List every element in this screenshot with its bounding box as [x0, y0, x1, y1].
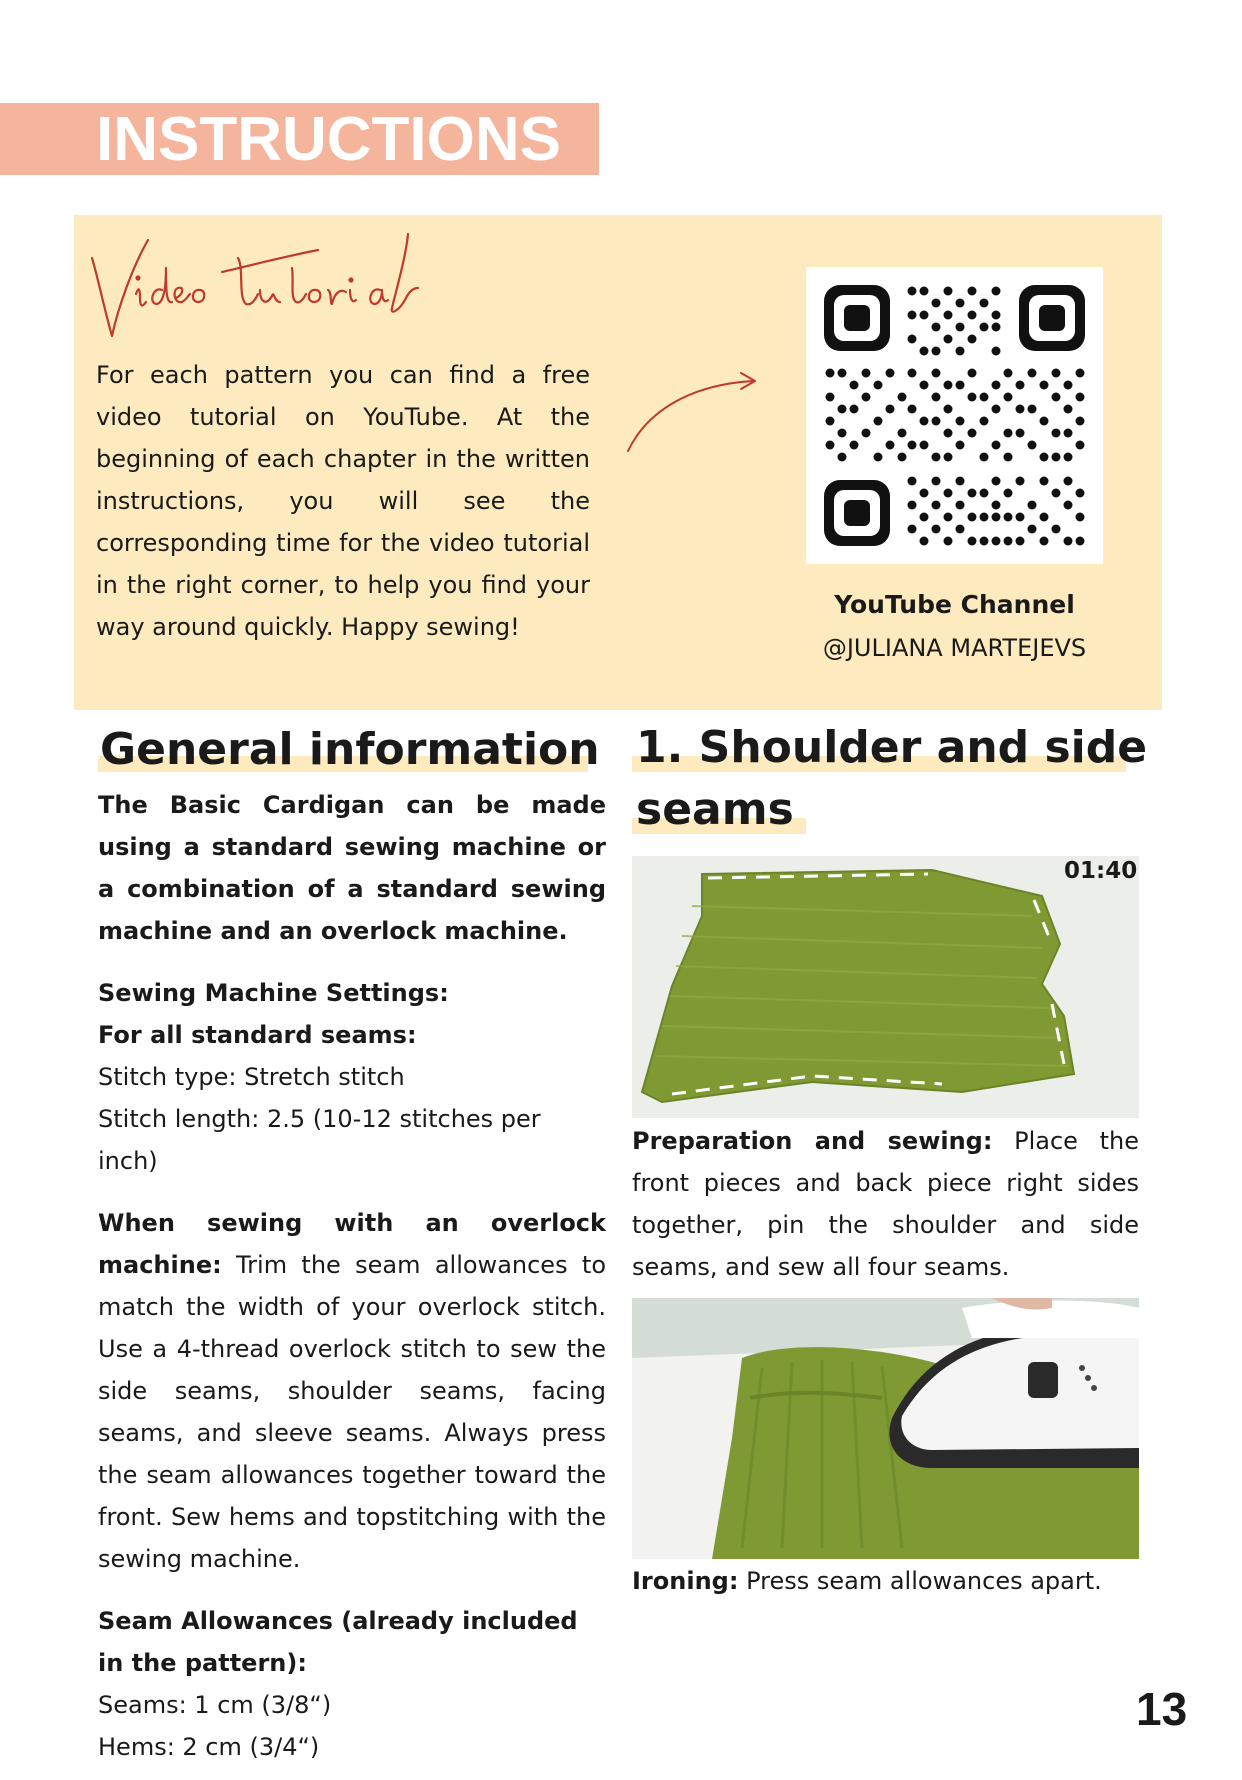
step1-heading-line1: 1. Shoulder and side	[636, 722, 1148, 773]
overlock-text: Trim the seam allowances to match the width of your overlock stitch. Use a 4-thread overlock stitch to sew the side seams, shoulder seams, facing seams, and sleeve seams. Always press the seam allowances together toward the front. Sew hems and topstitching with the sewing machine.	[98, 1251, 606, 1573]
video-tutorial-script-title	[88, 228, 448, 348]
video-timestamp: 01:40	[1064, 858, 1138, 884]
ironing-lead: Ironing:	[632, 1567, 739, 1595]
stitch-type: Stitch type: Stretch stitch	[98, 1063, 405, 1091]
step1-ironing	[632, 1560, 1139, 1602]
fabric-pieces-photo	[632, 856, 1139, 1118]
youtube-channel-handle[interactable]: @JULIANA MARTEJEVS	[822, 634, 1087, 662]
sewing-settings-heading: Sewing Machine Settings:	[98, 979, 449, 1007]
general-intro: The Basic Cardigan can be made using a standard sewing machine or a combination of a standard sewing machine and an overlock machine.	[98, 791, 606, 945]
preparation-paragraph	[632, 1120, 1139, 1288]
overlock-lead: When sewing with an overlock machine:	[98, 1209, 606, 1279]
qr-code[interactable]	[806, 267, 1103, 564]
ironing-text: Press seam allowances apart.	[738, 1567, 1102, 1595]
video-tutorial-text: For each pattern you can find a free video tutorial on YouTube. At the beginning of each chapter in the written instructions, you will see the corresponding time for the video tutorial in the right corner, to help you find your way around quickly. Happy sewing!	[96, 361, 590, 641]
standard-seams-heading: For all standard seams:	[98, 1021, 417, 1049]
overlock-paragraph	[98, 1202, 606, 1580]
hems-allowance: Hems: 2 cm (3/4“)	[98, 1733, 320, 1761]
ironing-paragraph	[632, 1560, 1139, 1602]
stitch-length: Stitch length: 2.5 (10-12 stitches per inch)	[98, 1105, 541, 1175]
preparation-text: Place the front pieces and back piece right sides together, pin the shoulder and side seams, and sew all four seams.	[632, 1127, 1139, 1281]
seam-allowances-heading: Seam Allowances (already included in the pattern):	[98, 1607, 578, 1677]
instructions-title: INSTRUCTIONS	[96, 105, 561, 174]
page-number: 13	[1136, 1683, 1188, 1735]
step1-heading-line2: seams	[636, 784, 794, 835]
general-information-heading: General information	[100, 724, 600, 775]
seams-allowance: Seams: 1 cm (3/8“)	[98, 1691, 332, 1719]
preparation-lead: Preparation and sewing:	[632, 1127, 993, 1155]
youtube-channel-label: YouTube Channel	[834, 590, 1075, 619]
ironing-photo	[632, 1298, 1139, 1559]
qr-code-icon	[806, 267, 1103, 564]
curved-arrow-icon	[625, 365, 775, 455]
general-information-body	[98, 784, 606, 1768]
step1-heading	[636, 720, 1156, 838]
step1-preparation	[632, 1120, 1139, 1288]
